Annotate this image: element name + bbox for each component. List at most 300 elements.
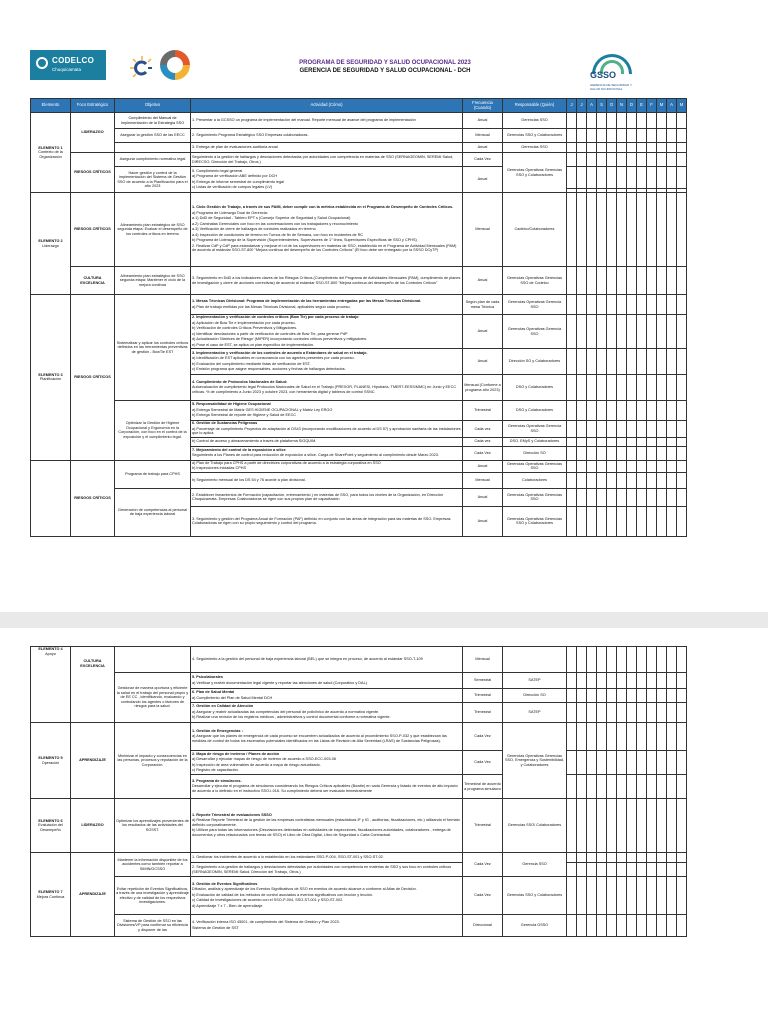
- frecuencia-cell: Cada Vez: [463, 446, 503, 460]
- foco-cell: RIESGOS CRÍTICOS: [71, 295, 115, 461]
- frecuencia-cell: Anual: [463, 488, 503, 506]
- month-cell: [677, 113, 687, 129]
- month-cell: [617, 129, 627, 143]
- responsable-cell: Colaboradores: [503, 472, 567, 488]
- month-cell: [637, 437, 647, 446]
- month-cell: [667, 295, 677, 315]
- month-cell: [597, 488, 607, 506]
- actividad-line: Sistema de Gestión de SST: [192, 925, 239, 930]
- month-cell: [567, 113, 577, 129]
- month-cell: [567, 167, 577, 189]
- month-cell: [587, 488, 597, 506]
- responsable-cell: Dirección SO: [503, 446, 567, 460]
- elemento-subtitle: Planificación: [39, 377, 62, 382]
- frecuencia-cell: Mensual: [463, 647, 503, 673]
- month-cell: [587, 167, 597, 189]
- month-cell: [607, 703, 617, 723]
- actividad-heading: 2. Implementación y verificación de controles críticos (Bow Tie) por cada proceso de trabajo: [192, 315, 359, 319]
- month-cell: [627, 647, 637, 673]
- month-cell: [647, 488, 657, 506]
- month-cell: [587, 799, 597, 853]
- month-cell: [677, 689, 687, 703]
- objetivo-cell: Gestionar de manera oportuna y eficiente la salud en el trabajo del personal propio y de EE CC , identificando, evaluando y controlando los agentes o factores de riesgos para la salud.: [115, 673, 191, 723]
- month-cell: [577, 295, 587, 315]
- col-month-5: O: [607, 99, 617, 113]
- month-cell: [657, 349, 667, 375]
- actividad-cell: [191, 401, 463, 421]
- month-cell: [617, 401, 627, 421]
- month-cell: [597, 506, 607, 536]
- codelco-name: CODELCO: [52, 56, 95, 65]
- actividad-cell: [191, 421, 463, 438]
- month-cell: [577, 267, 587, 295]
- month-cell: [617, 421, 627, 438]
- month-cell: [667, 799, 677, 853]
- month-cell: [647, 751, 657, 775]
- month-cell: [667, 446, 677, 460]
- month-cell: [637, 153, 647, 167]
- month-cell: [667, 460, 677, 472]
- month-cell: [677, 437, 687, 446]
- month-cell: [637, 460, 647, 472]
- col-month-3: A: [587, 99, 597, 113]
- foco-cell: RIESGOS CRÍTICOS: [71, 193, 115, 267]
- actividad-cell: [191, 375, 463, 401]
- foco-cell: RIESGOS CRÍTICOS: [71, 460, 115, 536]
- month-cell: [627, 877, 637, 915]
- month-cell: [637, 751, 647, 775]
- month-cell: [607, 673, 617, 689]
- elemento-title: ELEMENTO 7: [38, 890, 63, 894]
- month-cell: [597, 113, 607, 129]
- month-cell: [587, 460, 597, 472]
- month-cell: [577, 472, 587, 488]
- month-cell: [607, 153, 617, 167]
- month-cell: [667, 153, 677, 167]
- month-cell: [677, 295, 687, 315]
- elemento-cell: [31, 193, 71, 295]
- month-cell: [587, 349, 597, 375]
- month-cell: [617, 193, 627, 267]
- actividad-line: a.4) Inspección de condiciones de terreno en Turnos de fin de Semana, con foco en Incidentes de RC: [192, 232, 364, 237]
- month-cell: [577, 751, 587, 775]
- col-objetivo: Objetivo: [115, 99, 191, 113]
- month-cell: [617, 915, 627, 937]
- month-cell: [567, 437, 577, 446]
- objetivo-cell: Programa de trabajo para CPHS: [115, 460, 191, 488]
- month-cell: [577, 863, 587, 877]
- actividad-line: a) Realizar Reporte Trimestral de la gestión de las empresas contratistas mensuales (estadísticas IF y IG , auditorías, fiscalizaciones, etc.) utilizando el formato definido corporativamente.: [192, 818, 460, 827]
- month-cell: [637, 488, 647, 506]
- month-cell: [627, 689, 637, 703]
- month-cell: [627, 193, 637, 267]
- month-cell: [647, 775, 657, 799]
- actividad-line: 4. Verificación interna ISO 45001, de cumplimiento del Sistema de Gestión y Plan 2023.: [192, 920, 340, 924]
- actividad-line: c) Identificar desviaciones a partir de verificación de controles de Bow Tie, para generar PdP: [192, 331, 348, 336]
- responsable-cell: DSO, EMyS y Colaboradores: [503, 437, 567, 446]
- month-cell: [677, 472, 687, 488]
- month-cell: [597, 460, 607, 472]
- month-cell: [587, 113, 597, 129]
- actividad-cell: Seguimiento a la gestión de hallazgos y desviaciones detectadas por autoridades con competencia en materias de SSO (SERNAGEOMIN, SEREMI Salud, DIRECSO, Dirección del Trabajo, Otros.): [191, 153, 463, 167]
- month-cell: [607, 863, 617, 877]
- month-cell: [637, 375, 647, 401]
- month-cell: [597, 647, 607, 673]
- elemento-title: ELEMENTO 4: [38, 647, 63, 651]
- actividad-heading: 1. Mesas Técnicas Divisional: Programa de implementación de las herramientas entregadas por las Mesas Técnicas Divisional.: [192, 299, 422, 303]
- actividad-cell: [191, 446, 463, 460]
- elemento-title: ELEMENTO 2: [38, 239, 63, 243]
- month-cell: [677, 799, 687, 853]
- month-cell: [637, 113, 647, 129]
- actividad-heading: 1. Reporte Trimestral de evaluaciones SSSO: [192, 812, 272, 817]
- month-cell: [667, 315, 677, 349]
- actividad-line: a) Plan de trabajo emitidas por las Mesas Técnicas Divisional, aplicables según cada proceso.: [192, 304, 351, 309]
- month-cell: [637, 167, 647, 189]
- month-cell: [617, 153, 627, 167]
- month-cell: [647, 193, 657, 267]
- month-cell: [567, 315, 577, 349]
- month-cell: [577, 775, 587, 799]
- actividad-heading: 7. Mejoramiento del control de la exposición a sílice: [192, 447, 286, 452]
- actividad-heading: 1. Ciclo Gestión de Trabajo, a través de sus PAMI, deber cumplir con la métrica establecida en el Programa de Desempeño de Controles Críticos.: [192, 205, 454, 210]
- col-frecuencia: Frecuencia (Cuando): [463, 99, 503, 113]
- month-cell: [587, 446, 597, 460]
- actividad-line: b) Inspección de área vulnerables de acuerdo a mapa de riesgo actualizado.: [192, 762, 321, 767]
- month-cell: [597, 673, 607, 689]
- frecuencia-cell: Trimestral: [463, 689, 503, 703]
- month-cell: [647, 647, 657, 673]
- month-cell: [627, 506, 637, 536]
- month-cell: [617, 863, 627, 877]
- month-cell: [577, 375, 587, 401]
- table-row: [31, 723, 687, 751]
- program-table-page-2: [30, 646, 687, 937]
- month-cell: [667, 853, 677, 863]
- month-cell: [667, 689, 677, 703]
- month-cell: [597, 437, 607, 446]
- actividad-line: a.1) DdD de Seguridad - Tablero EPT s (Consejo Superior de Seguridad y Salud Ocupacional): [192, 216, 351, 221]
- month-cell: [617, 446, 627, 460]
- table-row: [31, 460, 687, 472]
- month-cell: [647, 437, 657, 446]
- actividad-cell: [191, 193, 463, 267]
- actividad-line: b) Evaluación del cumplimiento mediante listas de verificación de EST.: [192, 361, 311, 366]
- month-cell: [677, 167, 687, 189]
- frecuencia-cell: Cada Vez: [463, 723, 503, 751]
- col-month-12: M: [677, 99, 687, 113]
- month-cell: [617, 506, 627, 536]
- month-cell: [607, 421, 617, 438]
- actividad-cell: [191, 689, 463, 703]
- month-cell: [617, 472, 627, 488]
- month-cell: [657, 915, 667, 937]
- frecuencia-cell: Trimestral: [463, 401, 503, 421]
- actividad-cell: 3. Seguimiento y gestión del Programa Anual de Formación (PAF) definido en conjunto con las áreas de Integración para las materias de SSO. Empresas Colaboradoras se rigen con su propio seguimiento y control del programa.: [191, 506, 463, 536]
- month-cell: [637, 193, 647, 267]
- col-month-9: F: [647, 99, 657, 113]
- month-cell: [627, 167, 637, 189]
- month-cell: [597, 723, 607, 751]
- month-cell: [597, 349, 607, 375]
- month-cell: [627, 421, 637, 438]
- responsable-cell: Gerencias SSO y Colaboradores: [503, 129, 567, 143]
- month-cell: [657, 853, 667, 863]
- month-cell: [597, 472, 607, 488]
- month-cell: [597, 877, 607, 915]
- table-row: [31, 193, 687, 267]
- actividad-line: c) Calidad de investigaciones de acuerdo con el SSO-P-004, SSO-ST-001 y SSO-ST-002.: [192, 898, 344, 903]
- responsable-cell: Gerencias Operativas Gerencias SSO y Colaboradores: [503, 506, 567, 536]
- month-cell: [657, 437, 667, 446]
- month-cell: [677, 401, 687, 421]
- actividad-line: a) Plan de Trabajo para CPHS a partir de directrices corporativas de acuerdo a la estrategia corporativa en SSO: [192, 460, 381, 465]
- month-cell: [597, 446, 607, 460]
- month-cell: [617, 349, 627, 375]
- month-cell: [647, 267, 657, 295]
- actividad-cell: 2. Establecer lineamientos de Formación (capacitación, entrenamiento ) en materias de SSO, para todos los niveles de la Organización, en Dirección Chuquicamata. Empresas Colaboradoras se rigen con sus propios plan de capacitación: [191, 488, 463, 506]
- elemento-cell: [31, 853, 71, 937]
- month-cell: [667, 193, 677, 267]
- elemento-cell: [31, 723, 71, 799]
- elemento-title: ELEMENTO 6: [38, 818, 63, 823]
- foco-cell: LIDERAZGO: [71, 113, 115, 153]
- month-cell: [607, 193, 617, 267]
- frecuencia-cell: Anual: [463, 460, 503, 472]
- actividad-heading: 3. Gestión de Eventos Significativos: [192, 881, 258, 886]
- month-cell: [647, 375, 657, 401]
- month-cell: [637, 689, 647, 703]
- frecuencia-cell: Semestral: [463, 673, 503, 689]
- page-separator: [0, 612, 768, 628]
- month-cell: [667, 877, 677, 915]
- month-cell: [587, 673, 597, 689]
- responsable-cell: Gerencia SSO: [503, 853, 567, 877]
- month-cell: [637, 506, 647, 536]
- frecuencia-cell: Mensual: [463, 472, 503, 488]
- month-cell: [567, 915, 577, 937]
- month-cell: [647, 863, 657, 877]
- month-cell: [677, 129, 687, 143]
- month-cell: [627, 723, 637, 751]
- month-cell: [597, 267, 607, 295]
- month-cell: [567, 703, 577, 723]
- responsable-cell: Gerencias Operativas Gerencias SSO de Codelco: [503, 267, 567, 295]
- elemento-subtitle: Operación: [41, 760, 60, 765]
- month-cell: [637, 472, 647, 488]
- responsable-cell: Gerencias Operativas Gerencia SSO: [503, 295, 567, 315]
- objetivo-cell: Cumplimiento del Manual de Implementación de la Estrategia SSO: [115, 113, 191, 129]
- month-cell: [627, 375, 637, 401]
- month-cell: [647, 877, 657, 915]
- month-cell: [657, 113, 667, 129]
- codelco-mark-icon: [36, 57, 48, 69]
- foco-cell: CULTURA EXCELENCIA: [71, 267, 115, 295]
- month-cell: [617, 295, 627, 315]
- actividad-cell: [191, 167, 463, 193]
- month-cell: [647, 472, 657, 488]
- month-cell: [657, 460, 667, 472]
- elemento-subtitle: Mejora Continua: [36, 894, 65, 899]
- month-cell: [657, 153, 667, 167]
- table-row: [31, 295, 687, 315]
- month-cell: [607, 472, 617, 488]
- program-ring-logo-icon: [160, 50, 190, 80]
- responsable-cell: Dirección SO: [503, 689, 567, 703]
- month-cell: [577, 853, 587, 863]
- actividad-line: b) Verificación de controles Críticos Preventivos y Mitigadores.: [192, 326, 298, 330]
- month-cell: [597, 153, 607, 167]
- objetivo-cell: Evitar repetición de Eventos Significativos, a través de una investigación y aprendizaje efectivo y de calidad de los respectivos investigaciones.: [115, 877, 191, 915]
- month-cell: [667, 915, 677, 937]
- actividad-line: c) Listas de verificación de cumpos legales (LV): [192, 185, 273, 189]
- month-cell: [647, 853, 657, 863]
- responsable-cell: SATEP: [503, 703, 567, 723]
- month-cell: [567, 799, 577, 853]
- month-cell: [567, 295, 577, 315]
- month-cell: [567, 647, 577, 673]
- actividad-cell: [191, 673, 463, 689]
- objetivo-cell: Sistema de Gestión de SSO en las Divisiones/VP para confirmar su eficiencia y disponer de las: [115, 915, 191, 937]
- actividad-cell: 2. Seguimiento a la gestión de hallazgos y desviaciones detectadas por autoridades con competencia en materias de SSO y sus foco en controles críticos (SERNAGEOMIN, SEREMI Salud, Dirección del Trabajo, Otros.): [191, 863, 463, 877]
- objetivo-cell: Generación de competencias al personal de baja experiencia laboral: [115, 488, 191, 536]
- program-title: PROGRAMA DE SEGURIDAD Y SALUD OCUPACIONAL 2023: [299, 60, 471, 66]
- month-cell: [597, 421, 607, 438]
- month-cell: [577, 315, 587, 349]
- month-cell: [637, 295, 647, 315]
- month-cell: [567, 775, 577, 799]
- col-month-10: M: [657, 99, 667, 113]
- month-cell: [607, 129, 617, 143]
- month-cell: [657, 295, 667, 315]
- month-cell: [587, 401, 597, 421]
- month-cell: [647, 113, 657, 129]
- month-cell: [657, 863, 667, 877]
- table-row: [31, 153, 687, 167]
- month-cell: [677, 775, 687, 799]
- frecuencia-cell: Según plan de cada mesa Técnica: [463, 295, 503, 315]
- elemento-cell: [31, 113, 71, 193]
- month-cell: [587, 689, 597, 703]
- actividad-heading: 3. Implementación y verificación de los controles de acuerdo a Estándares de salud en el trabajo.: [192, 350, 368, 355]
- month-cell: [627, 267, 637, 295]
- month-cell: [677, 703, 687, 723]
- actividad-heading: 5. Responsabilidad de Higiene Ocupacional: [192, 402, 271, 407]
- month-cell: [637, 401, 647, 421]
- foco-cell: LIDERAZGO: [71, 799, 115, 853]
- month-cell: [607, 488, 617, 506]
- month-cell: [677, 863, 687, 877]
- month-cell: [567, 673, 577, 689]
- month-cell: [587, 915, 597, 937]
- month-cell: [577, 167, 587, 189]
- elemento-cell: [31, 295, 71, 461]
- responsable-cell: Cadelco/Colaboradores: [503, 193, 567, 267]
- month-cell: [587, 723, 597, 751]
- month-cell: [577, 915, 587, 937]
- month-cell: [587, 703, 597, 723]
- month-cell: [587, 143, 597, 153]
- actividad-cell: 3. Seguimiento en DdD a los indicadores claves de los Riesgos Críticos (Cumplimiento del Programa de Actividades Mensuales (PAM), cumplimiento de planes de investigación y cierre de acciones correctivas) de acuerdo al estándar SSO-ST-800 "Mejora continua del desempeño de los Controles Críticos": [191, 267, 463, 295]
- actividad-line: Seguimiento a los Planes de control para reducción de exposición a sílice. Carga de SharePoint y seguimiento al cumplimiento desde Marzo 2023.: [192, 453, 439, 457]
- elemento-subtitle: Apoyo: [45, 651, 56, 656]
- frecuencia-cell: Direccional: [463, 915, 503, 937]
- month-cell: [627, 460, 637, 472]
- month-cell: [607, 167, 617, 189]
- responsable-cell: Gerencias Operativas Gerencias SSO: [503, 488, 567, 506]
- month-cell: [607, 437, 617, 446]
- elemento-cell: [31, 647, 71, 723]
- month-cell: [667, 703, 677, 723]
- month-cell: [627, 446, 637, 460]
- month-cell: [677, 153, 687, 167]
- month-cell: [627, 673, 637, 689]
- month-cell: [657, 446, 667, 460]
- month-cell: [567, 863, 577, 877]
- frecuencia-cell: Cada vez: [463, 421, 503, 438]
- responsable-cell: SATEP: [503, 673, 567, 689]
- month-cell: [637, 315, 647, 349]
- actividad-line: a) Asegurar que los planes de emergencia de cada proceso se encuentren actualizados de acuerdo al procedimiento SSO-P-032 y que establezcan las medidas de control de todos los escenarios potenciales identificados en las Listas de Revisión de Alta Severidad (LRAS) de Sustancias Peligrosas).: [192, 734, 447, 743]
- month-cell: [627, 488, 637, 506]
- month-cell: [587, 437, 597, 446]
- month-cell: [617, 375, 627, 401]
- month-cell: [567, 446, 577, 460]
- actividad-cell: b) Control de acceso y almacenamiento a través de plataforma SIGQUIM.: [191, 437, 463, 446]
- table-row: [31, 267, 687, 295]
- month-cell: [657, 799, 667, 853]
- month-cell: [637, 647, 647, 673]
- month-cell: [597, 751, 607, 775]
- month-cell: [637, 673, 647, 689]
- objetivo-cell: [115, 143, 191, 153]
- actividad-line: c) Emisión programa que asigne responsables, acciones y fechas de hallazgos detectados.: [192, 367, 346, 371]
- month-cell: [647, 915, 657, 937]
- month-cell: [657, 401, 667, 421]
- actividad-cell: 1. Presentar a la GCSSO un programa de implementación del manual. Reporte mensual de avance del programa de implementación: [191, 113, 463, 129]
- frecuencia-cell: Anual: [463, 267, 503, 295]
- actividad-line: Desarrollar y ejecutar el programa de simulacros considerando los Riesgos Críticos aplicables (Bowtie) en cada Gerencia y listado de eventos de alto impacto de acuerdo a lo definido en el instructivo SSO-I-016. Su cumplimiento deberá ser evaluado trimestralmente: [192, 784, 458, 793]
- elemento-subtitle: Contexto de la Organización: [38, 150, 63, 159]
- month-cell: [587, 877, 597, 915]
- month-cell: [567, 129, 577, 143]
- col-month-6: N: [617, 99, 627, 113]
- month-cell: [657, 751, 667, 775]
- month-cell: [657, 143, 667, 153]
- actividad-cell: [191, 775, 463, 799]
- actividad-line: b) Inspecciones iniciadas CPHS: [192, 466, 247, 470]
- codelco-logo: [30, 50, 106, 80]
- month-cell: [587, 295, 597, 315]
- actividad-line: a) Programa de verificación ABE definido por DCH: [192, 174, 278, 178]
- month-cell: [647, 167, 657, 189]
- month-cell: [607, 113, 617, 129]
- month-cell: [647, 295, 657, 315]
- month-cell: [627, 775, 637, 799]
- month-cell: [597, 689, 607, 703]
- frecuencia-cell: Mensual: [463, 193, 503, 267]
- month-cell: [667, 775, 677, 799]
- month-cell: [597, 193, 607, 267]
- month-cell: [617, 267, 627, 295]
- month-cell: [647, 673, 657, 689]
- month-cell: [567, 460, 577, 472]
- frecuencia-cell: Cada Vez: [463, 877, 503, 915]
- month-cell: [647, 460, 657, 472]
- elemento-cell: [31, 799, 71, 853]
- month-cell: [667, 349, 677, 375]
- table-row: [31, 877, 687, 915]
